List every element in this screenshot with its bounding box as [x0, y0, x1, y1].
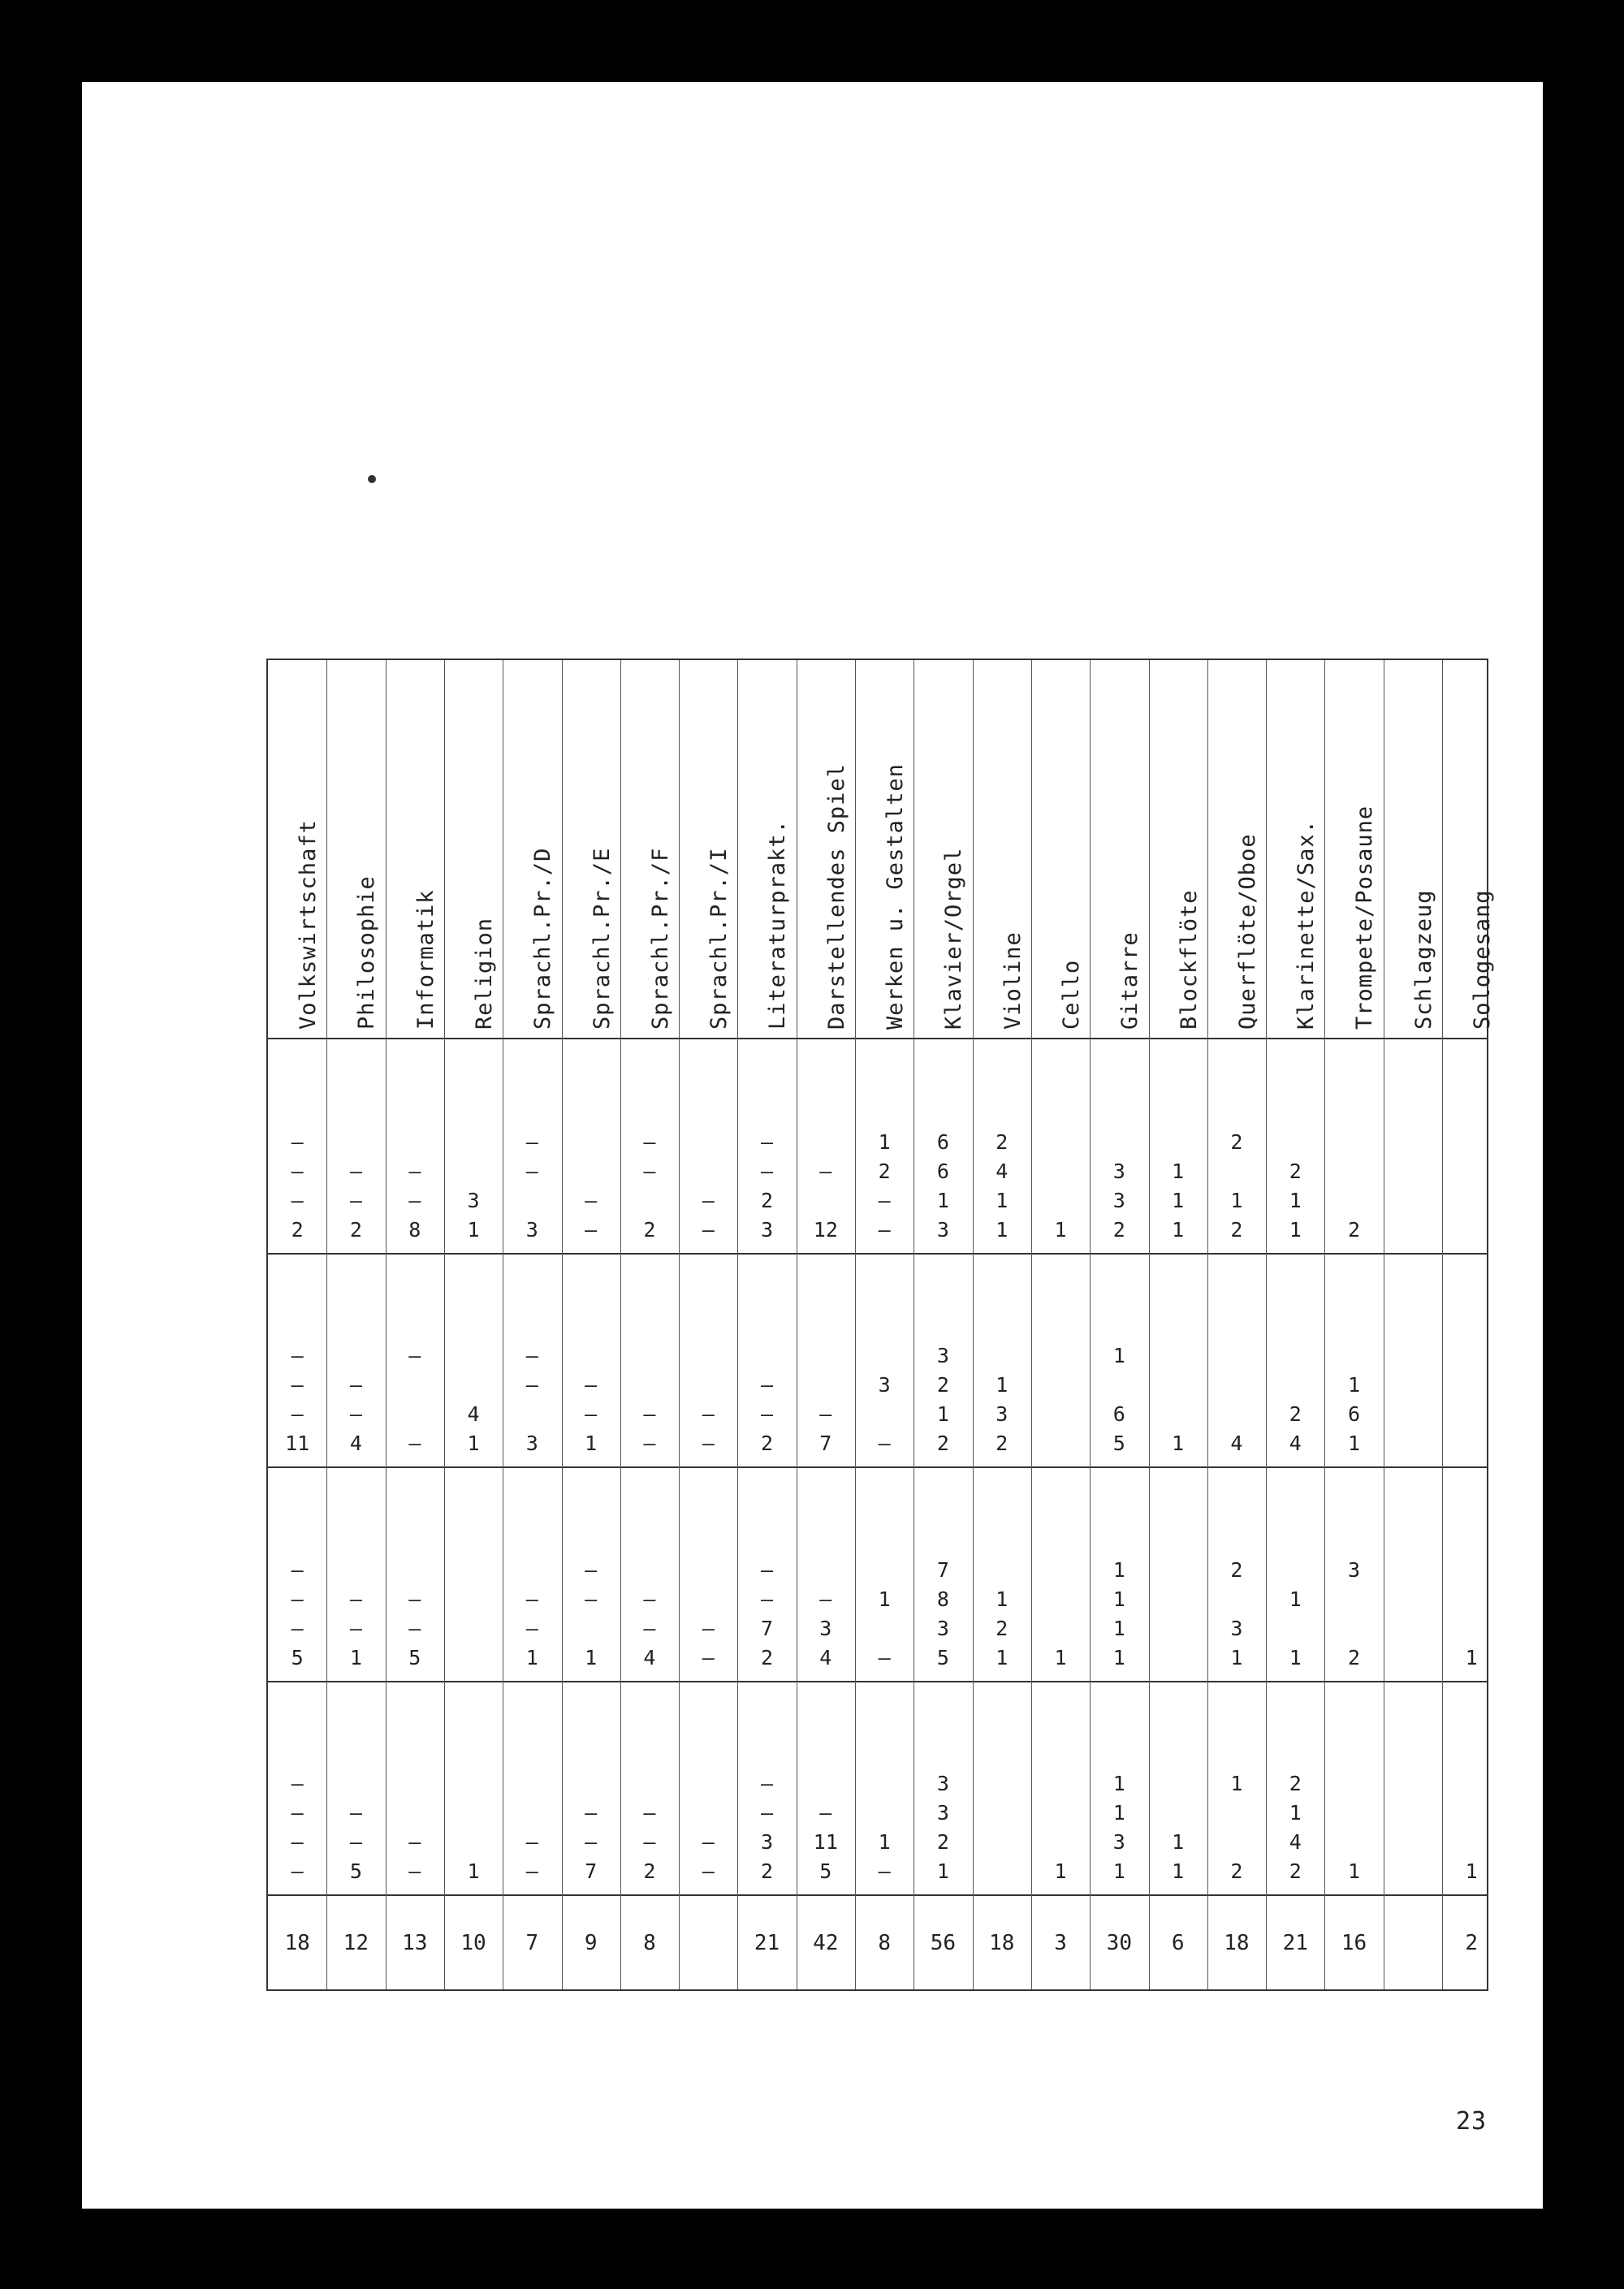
- cell-values: – 12: [813, 1160, 838, 1242]
- column-header: [914, 660, 972, 1038]
- table-cell: [620, 1253, 679, 1466]
- total-cell: 6: [1171, 1930, 1185, 1955]
- table-column: [797, 660, 855, 1989]
- table-cell: [620, 1466, 679, 1681]
- column-header: [1324, 660, 1383, 1038]
- table-cell: [1090, 1038, 1148, 1253]
- column-header-label: Schlagzeug: [1410, 889, 1436, 1030]
- table-cell: [503, 1253, 561, 1466]
- total-cell: 8: [878, 1930, 891, 1955]
- cell-values: 2 4: [1289, 1402, 1302, 1455]
- table-cell: [737, 1681, 796, 1894]
- table-cell: [386, 1681, 444, 1894]
- cell-values: – – 2: [643, 1130, 656, 1242]
- cell-values: 1: [1172, 1432, 1185, 1455]
- table-cell: [1324, 1466, 1383, 1681]
- column-header: [268, 660, 326, 1038]
- cell-values: – –: [702, 1617, 715, 1669]
- cell-values: – – 1: [585, 1558, 598, 1669]
- table-cell: [1266, 1681, 1324, 1894]
- table-cell: [1090, 1466, 1148, 1681]
- cell-values: – – 2: [761, 1373, 774, 1455]
- cell-values: – –: [585, 1189, 598, 1242]
- cell-values: 1 –: [878, 1587, 891, 1669]
- column-header: [855, 660, 914, 1038]
- cell-values: – – 8: [408, 1160, 421, 1242]
- column-header: [679, 660, 737, 1038]
- cell-values: – 11 5: [813, 1801, 838, 1883]
- total-cell: 18: [989, 1930, 1015, 1955]
- table-cell: [914, 1253, 972, 1466]
- table-cell: [268, 1466, 326, 1681]
- total-cell: 3: [1054, 1930, 1067, 1955]
- cell-values: 2 1 2: [1230, 1130, 1243, 1242]
- cell-values: 1: [1465, 1859, 1478, 1883]
- table-cell: [562, 1681, 620, 1894]
- table-cell: [268, 1681, 326, 1894]
- cell-values: – –: [702, 1830, 715, 1883]
- table-cell: [973, 1038, 1031, 1253]
- cell-values: 1 6 1: [1348, 1373, 1361, 1455]
- cell-values: 1: [467, 1859, 480, 1883]
- cell-values: 7 8 3 5: [936, 1558, 949, 1669]
- table-column: [503, 660, 561, 1989]
- total-cell: 7: [525, 1930, 539, 1955]
- cell-values: 3 2: [1348, 1558, 1361, 1669]
- column-header-label: Sprachl.Pr./I: [706, 847, 732, 1030]
- column-header-label: Philosophie: [354, 875, 380, 1030]
- page-number: 23: [1456, 2107, 1488, 2136]
- total-cell: 16: [1341, 1930, 1367, 1955]
- table-cell: [1266, 1466, 1324, 1681]
- table-cell: [1384, 1681, 1442, 1894]
- table-cell: [386, 1253, 444, 1466]
- table-cell: [737, 1466, 796, 1681]
- table-cell: [326, 1038, 385, 1253]
- table-column: [1324, 660, 1383, 1989]
- cell-values: 2: [1348, 1218, 1361, 1242]
- cell-values: – – 1: [525, 1587, 538, 1669]
- table-cell: [1384, 1253, 1442, 1466]
- total-cell: 42: [813, 1930, 839, 1955]
- table-cell: [1442, 1681, 1501, 1894]
- table-cell: [1149, 1466, 1207, 1681]
- table-cell: [855, 1681, 914, 1894]
- table-cell: [1031, 1681, 1090, 1894]
- cell-values: 1: [1465, 1646, 1478, 1669]
- column-header: [1266, 660, 1324, 1038]
- table-cell: [1031, 1038, 1090, 1253]
- table-cell: [503, 1681, 561, 1894]
- column-header-label: Sprachl.Pr./F: [647, 847, 673, 1030]
- table-cell: [914, 1038, 972, 1253]
- table-column: [973, 660, 1031, 1989]
- cell-values: – – 3: [525, 1130, 538, 1242]
- column-header: [1442, 660, 1501, 1038]
- table-cell: [1031, 1466, 1090, 1681]
- table-column: [1442, 660, 1501, 1989]
- cell-values: 3 2 1 2: [936, 1344, 949, 1455]
- cell-values: – – 5: [408, 1587, 421, 1669]
- cell-values: 3 1: [467, 1189, 480, 1242]
- table-column: [1031, 660, 1090, 1989]
- cell-values: 1 2 – –: [878, 1130, 891, 1242]
- column-header-label: Sprachl.Pr./E: [589, 847, 615, 1030]
- table-cell: [1031, 1253, 1090, 1466]
- cell-values: – – 1: [585, 1373, 598, 1455]
- table-cell: [797, 1681, 855, 1894]
- table-cell: [1149, 1253, 1207, 1466]
- table-cell: [268, 1038, 326, 1253]
- table-column: [1090, 660, 1148, 1989]
- table-column: [620, 660, 679, 1989]
- total-cell: 8: [643, 1930, 656, 1955]
- table-cell: [1149, 1038, 1207, 1253]
- total-cell: 21: [754, 1930, 780, 1955]
- table-column: [1149, 660, 1207, 1989]
- cell-values: – – 4: [349, 1373, 362, 1455]
- total-cell: 30: [1106, 1930, 1132, 1955]
- table-cell: [1207, 1681, 1266, 1894]
- table-cell: [444, 1466, 503, 1681]
- cell-values: – – 1: [349, 1587, 362, 1669]
- cell-values: – – 4: [643, 1587, 656, 1669]
- column-header-label: Werken u. Gestalten: [883, 763, 908, 1030]
- statistics-table: [266, 659, 1495, 1991]
- cell-values: 1 1 1 1: [1112, 1558, 1125, 1669]
- column-header: [562, 660, 620, 1038]
- total-cell: 9: [584, 1930, 598, 1955]
- table-cell: [914, 1466, 972, 1681]
- total-cell: 10: [460, 1930, 486, 1955]
- cell-values: – – – –: [291, 1772, 304, 1883]
- table-column: [1207, 660, 1266, 1989]
- table-cell: [620, 1038, 679, 1253]
- total-cell: 18: [1224, 1930, 1250, 1955]
- table-cell: [1384, 1038, 1442, 1253]
- cell-values: 4: [1230, 1432, 1243, 1455]
- table-cell: [797, 1038, 855, 1253]
- cell-values: – –: [408, 1344, 421, 1455]
- column-header: [1090, 660, 1148, 1038]
- table-cell: [1149, 1681, 1207, 1894]
- table-cell: [797, 1253, 855, 1466]
- ink-speck: [368, 475, 376, 483]
- cell-values: 1 1 3 1: [1112, 1772, 1125, 1883]
- cell-values: – 3 4: [819, 1587, 832, 1669]
- cell-values: 3 3 2: [1112, 1160, 1125, 1242]
- cell-values: 1 3 2: [996, 1373, 1009, 1455]
- total-cell: 56: [930, 1930, 957, 1955]
- column-header: [737, 660, 796, 1038]
- table-column: [326, 660, 385, 1989]
- cell-values: 1 1 1: [1172, 1160, 1185, 1242]
- column-header: [1149, 660, 1207, 1038]
- table-cell: [797, 1466, 855, 1681]
- cell-values: 1 2 1: [996, 1587, 1009, 1669]
- table-cell: [326, 1681, 385, 1894]
- table-cell: [914, 1681, 972, 1894]
- table-cell: [1207, 1038, 1266, 1253]
- cell-values: 3 –: [878, 1373, 891, 1455]
- column-header-label: Religion: [471, 917, 497, 1030]
- column-header-label: Informatik: [412, 889, 438, 1030]
- cell-values: – – 3 2: [761, 1772, 774, 1883]
- column-header: [444, 660, 503, 1038]
- table-cell: [1207, 1466, 1266, 1681]
- table-column: [914, 660, 972, 1989]
- column-header-label: Darstellendes Spiel: [823, 763, 849, 1030]
- column-header-label: Literaturprakt.: [765, 819, 791, 1030]
- cell-values: – – – 5: [291, 1558, 304, 1669]
- table-cell: [1324, 1681, 1383, 1894]
- table-cell: [1266, 1038, 1324, 1253]
- column-header: [973, 660, 1031, 1038]
- cell-values: 2 4 1 1: [996, 1130, 1009, 1242]
- cell-values: 2 3 1: [1230, 1558, 1243, 1669]
- total-cell: [1384, 1894, 1442, 1991]
- cell-values: – – 2: [349, 1160, 362, 1242]
- cell-values: 1 –: [878, 1830, 891, 1883]
- cell-values: 6 6 1 3: [936, 1130, 949, 1242]
- table-cell: [1090, 1681, 1148, 1894]
- cell-values: 1 2: [1230, 1772, 1243, 1883]
- table-cell: [1266, 1253, 1324, 1466]
- column-header: [326, 660, 385, 1038]
- column-header: [386, 660, 444, 1038]
- table-cell: [973, 1466, 1031, 1681]
- table-cell: [386, 1038, 444, 1253]
- document-page: [82, 82, 1543, 2209]
- table-cell: [679, 1466, 737, 1681]
- table-cell: [444, 1038, 503, 1253]
- cell-values: – – 2 3: [761, 1130, 774, 1242]
- total-cell: 21: [1282, 1930, 1308, 1955]
- cell-values: – – 5: [349, 1801, 362, 1883]
- table-cell: [1090, 1253, 1148, 1466]
- table-column: [1384, 660, 1442, 1989]
- column-header-label: Volkswirtschaft: [296, 819, 321, 1030]
- table-cell: [562, 1038, 620, 1253]
- table-column: [1266, 660, 1324, 1989]
- table-cell: [1324, 1253, 1383, 1466]
- column-header: [503, 660, 561, 1038]
- table-cell: [503, 1466, 561, 1681]
- column-header-label: Trompete/Posaune: [1352, 805, 1378, 1030]
- table-cell: [1442, 1038, 1501, 1253]
- table-cell: [973, 1253, 1031, 1466]
- table-cell: [562, 1466, 620, 1681]
- table-cell: [1442, 1253, 1501, 1466]
- cell-values: – 7: [819, 1402, 832, 1455]
- column-header: [1384, 660, 1442, 1038]
- cell-values: – – – 2: [291, 1130, 304, 1242]
- table-cell: [326, 1253, 385, 1466]
- cell-values: 1: [1054, 1859, 1067, 1883]
- column-header-label: Querflöte/Oboe: [1234, 833, 1260, 1030]
- column-header: [797, 660, 855, 1038]
- total-cell: 2: [1465, 1930, 1478, 1955]
- cell-values: – –: [702, 1402, 715, 1455]
- table-cell: [1207, 1253, 1266, 1466]
- table-column: [679, 660, 737, 1989]
- column-header: [620, 660, 679, 1038]
- table-cell: [973, 1681, 1031, 1894]
- cell-values: – – 3: [525, 1344, 538, 1455]
- table-cell: [444, 1253, 503, 1466]
- table-cell: [679, 1253, 737, 1466]
- table-cell: [268, 1253, 326, 1466]
- table-cell: [620, 1681, 679, 1894]
- table-column: [444, 660, 503, 1989]
- table-cell: [562, 1253, 620, 1466]
- table-cell: [1384, 1466, 1442, 1681]
- cell-values: – –: [525, 1830, 538, 1883]
- total-cell: 12: [343, 1930, 369, 1955]
- cell-values: – – 7: [585, 1801, 598, 1883]
- column-header: [1031, 660, 1090, 1038]
- cell-values: 1 6 5: [1112, 1344, 1125, 1455]
- cell-values: 1: [1348, 1859, 1361, 1883]
- cell-values: – – – 11: [285, 1344, 310, 1455]
- cell-values: 1: [1054, 1218, 1067, 1242]
- table-cell: [737, 1038, 796, 1253]
- column-header-label: Klavier/Orgel: [941, 847, 967, 1030]
- table-column: [562, 660, 620, 1989]
- table-cell: [737, 1253, 796, 1466]
- cell-values: 3 3 2 1: [936, 1772, 949, 1883]
- cell-values: 2 1 1: [1289, 1160, 1302, 1242]
- table-cell: [444, 1681, 503, 1894]
- cell-values: – –: [643, 1402, 656, 1455]
- total-cell: 13: [402, 1930, 428, 1955]
- table-cell: [1442, 1466, 1501, 1681]
- table-cell: [326, 1466, 385, 1681]
- total-cell: 18: [284, 1930, 310, 1955]
- column-header-label: Cello: [1058, 959, 1084, 1030]
- cell-values: 1 1: [1289, 1587, 1302, 1669]
- table-column: [737, 660, 796, 1989]
- total-cell: [679, 1894, 737, 1991]
- column-header-label: Klarinette/Sax.: [1294, 819, 1320, 1030]
- table-column: [386, 660, 444, 1989]
- cell-values: – –: [702, 1189, 715, 1242]
- table-cell: [855, 1466, 914, 1681]
- table-cell: [386, 1466, 444, 1681]
- cell-values: 4 1: [467, 1402, 480, 1455]
- column-header: [1207, 660, 1266, 1038]
- cell-values: 1 1: [1172, 1830, 1185, 1883]
- column-header-label: Gitarre: [1117, 931, 1143, 1030]
- cell-values: 2 1 4 2: [1289, 1772, 1302, 1883]
- table-cell: [855, 1038, 914, 1253]
- table-column: [855, 660, 914, 1989]
- column-header-label: Sologesang: [1470, 889, 1495, 1030]
- column-header-label: Blockflöte: [1176, 889, 1202, 1030]
- cell-values: – –: [408, 1830, 421, 1883]
- cell-values: 1: [1054, 1646, 1067, 1669]
- column-header-label: Violine: [1000, 931, 1026, 1030]
- table-cell: [503, 1038, 561, 1253]
- table-column: [268, 660, 326, 1989]
- table-cell: [855, 1253, 914, 1466]
- table-cell: [679, 1681, 737, 1894]
- cell-values: – – 2: [643, 1801, 656, 1883]
- table-cell: [679, 1038, 737, 1253]
- column-header-label: Sprachl.Pr./D: [530, 847, 556, 1030]
- cell-values: – – 7 2: [761, 1558, 774, 1669]
- table-cell: [1324, 1038, 1383, 1253]
